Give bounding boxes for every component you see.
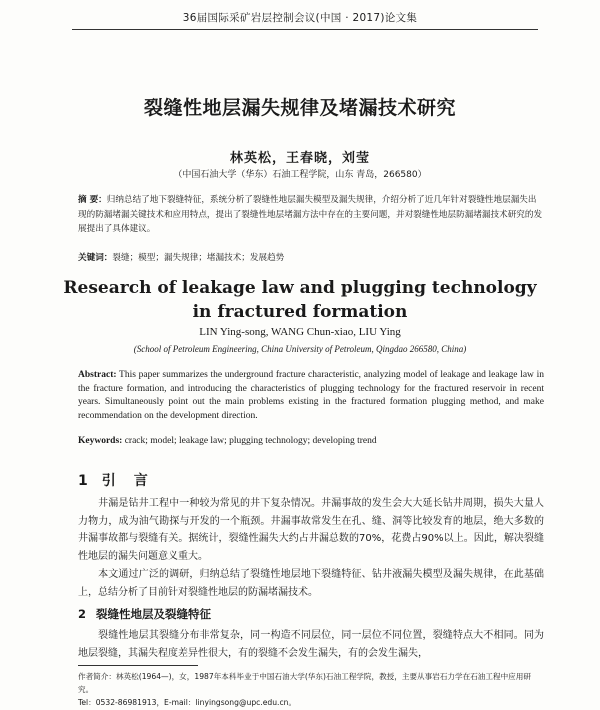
keywords-english (78, 436, 544, 446)
footnote-line-2: Tel：0532-86981913，E-mail：linyingsong@upc.edu.cn。 (78, 698, 297, 707)
abstract-english (78, 369, 544, 423)
section-1-paragraph-2-text: 本文通过广泛的调研，归纳总结了裂缝性地层地下裂缝特征、钻井液漏失模型及漏失规律，在此基础上，总结分析了目前针对裂缝性地层的防漏堵漏技术。 (78, 569, 544, 598)
section-2-number: 2 (78, 607, 87, 621)
section-1-number: 1 (78, 473, 88, 489)
authors-chinese: 林英松，王春晓，刘莹 (229, 151, 370, 166)
keywords-english-label: Keywords: (78, 436, 123, 446)
title-chinese: 裂缝性地层漏失规律及堵漏技术研究 (143, 97, 456, 119)
abstract-chinese-text: 归纳总结了地下裂缝特征，系统分析了裂缝性地层漏失模型及漏失规律，介绍分析了近几年针对裂缝性地层漏失出现的防漏堵漏关键技术和应用特点，提出了裂缝性地层堵漏方法中存在的主要问题，并对裂缝性地层防漏堵漏技术研究的发展提出了具体建议。 (78, 195, 543, 234)
affiliation-chinese: （中国石油大学（华东）石油工程学院，山东 青岛，266580） (173, 170, 427, 180)
section-2-title: 裂缝性地层及裂缝特征 (96, 607, 212, 621)
title-english-line2: in fractured formation (192, 302, 408, 322)
authors-english: LIN Ying-song, WANG Chun-xiao, LIU Ying (199, 326, 401, 338)
section-2-heading (78, 606, 211, 622)
section-2-paragraph-1-text: 裂缝性地层其裂缝分布非常复杂，同一构造不同层位，同一层位不同位置，裂缝特点大不相同。同为地层裂缝，其漏失程度差异性很大，有的裂缝不会发生漏失，有的会发生漏失， (78, 630, 544, 659)
affiliation-english: (School of Petroleum Engineering, China University of Petroleum, Qingdao 266580, China) (133, 344, 467, 354)
footnote-rule (78, 665, 198, 666)
header-rule (72, 29, 538, 30)
section-1-heading (78, 470, 166, 490)
keywords-chinese (78, 251, 544, 263)
abstract-english-label: Abstract: (78, 370, 117, 380)
abstract-english-text: This paper summarizes the underground fracture characteristic, analyzing model of leakage and leakage law in the fracture formation, and introducing the characteristics of plugging technology for the fractured reservoir in recent years. Simultaneously point out the main problems existing in the fractured formation plugging method, and make recommendation on the development direction. (78, 370, 544, 421)
footnote-line-1: 作者简介：林英松(1964—)，女，1987年本科毕业于中国石油大学(华东)石油工程学院，教授，主要从事岩石力学在石油工程中应用研究。 (78, 672, 531, 694)
section-1-paragraph-1 (78, 495, 544, 565)
title-english (0, 276, 600, 324)
footnote (78, 670, 544, 709)
section-2-paragraph-1 (78, 627, 544, 662)
abstract-chinese-label: 摘 要： (78, 195, 107, 205)
keywords-english-text: crack; model; leakage law; plugging technology; developing trend (124, 436, 377, 446)
section-1-title: 引言 (101, 473, 166, 489)
keywords-chinese-label: 关键词： (78, 253, 113, 263)
section-1-paragraph-1-text: 井漏是钻井工程中一种较为常见的井下复杂情况。井漏事故的发生会大大延长钻井周期，损失大量人力物力，成为油气勘探与开发的一个瓶颈。井漏事故常发生在孔、缝、洞等比较发育的地层，绝大多数的井漏事故都与裂缝有关。据统计，裂缝性漏失大约占井漏总数的70%，花费占90%以上。因此，解决裂缝性地层的漏失问题意义重大。 (78, 498, 544, 562)
section-1-paragraph-2 (78, 566, 544, 601)
running-head: 36届国际采矿岩层控制会议(中国 · 2017)论文集 (182, 12, 418, 24)
title-english-line1: Research of leakage law and plugging technology (63, 278, 537, 298)
keywords-chinese-text: 裂缝；模型；漏失规律；堵漏技术；发展趋势 (112, 253, 285, 263)
abstract-chinese (78, 193, 544, 237)
